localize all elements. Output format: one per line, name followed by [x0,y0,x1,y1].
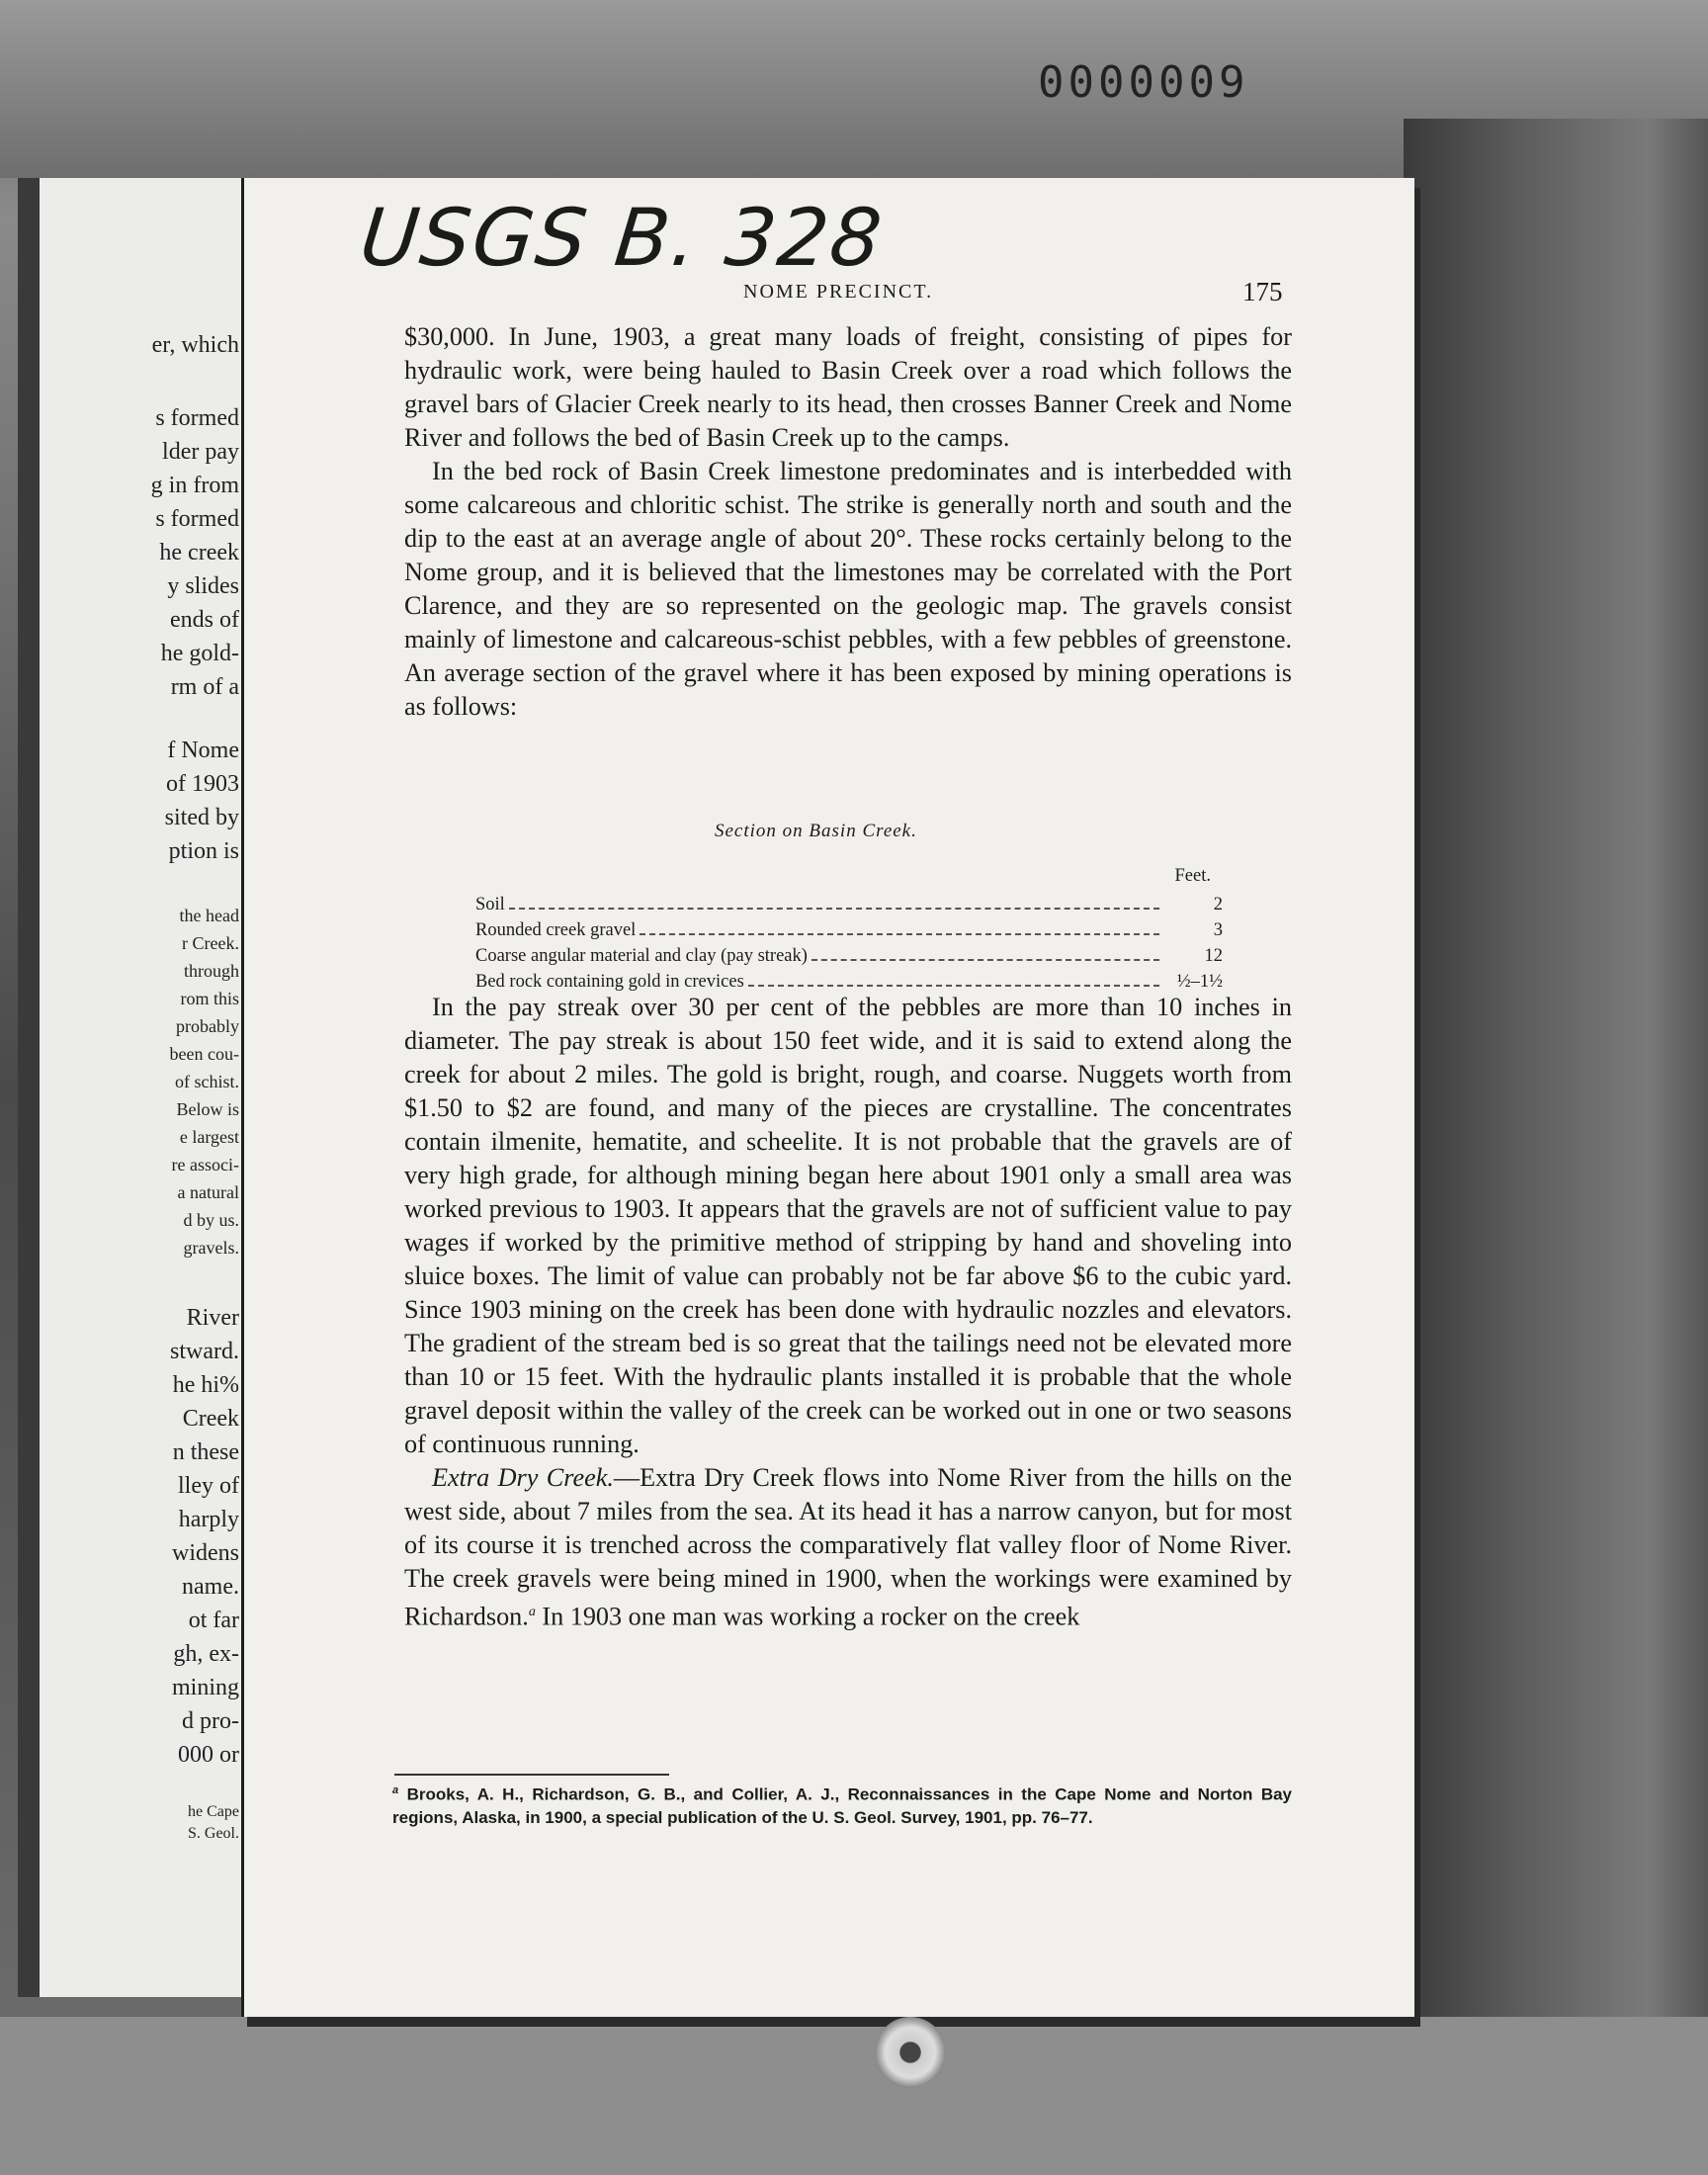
footnote-marker: a [392,1784,399,1796]
left-page-fragment: through [184,961,239,981]
paragraph-4-tail: In 1903 one man was working a rocker on the creek [535,1602,1080,1631]
left-page-fragment: he hi% [172,1372,239,1398]
frame-number: 0000009 [1038,57,1249,108]
left-page-fragment: er, which [151,332,239,358]
paragraph-3: In the pay streak over 30 per cent of the pebbles are more than 10 inches in diameter. The pay streak is about 150 feet wide, and it is said to extend along the creek for about 2 miles. The gold is bright, rough, and coarse. Nuggets worth from $1.50 to $2 are found, and many of the pieces are crystalline. The concentrates contain ilmenite, hematite, and scheelite. It is not probable that the gravels are of very high grade, for although mining began here about 1901 only a small area was worked previous to 1903. It appears that the gravels are not of sufficient value to pay wages if worked by the primitive method of stripping by hand and shoveling into sluice boxes. The limit of value can probably not be far above $6 to the cubic yard. Since 1903 mining on the creek has been done with hydraulic nozzles and elevators. The gradient of the stream bed is so great that the tailings need not be elevated more than 10 or 15 feet. With the hydraulic plants installed it is probable that the whole gravel deposit within the valley of the creek can be worked out in one or two seasons of continuous running. [404,993,1292,1458]
leader-dots [509,908,1159,910]
section-title: Section on Basin Creek. [715,821,917,841]
left-page-fragment: probably [176,1016,239,1036]
page-gutter-shadow [18,178,40,1997]
left-page-fragment: y slides [167,573,239,599]
paragraph-4 [404,1461,1292,1634]
left-page-fragment: name. [182,1574,239,1600]
section-row [475,890,1223,915]
left-page-fragment: n these [172,1439,239,1465]
section-row-label: Bed rock containing gold in crevices [475,972,744,992]
running-head: NOME PRECINCT. [743,281,934,303]
left-page-fragment: s formed [155,506,239,532]
section-unit-header: Feet. [1174,866,1211,886]
section-row-value: 2 [1213,895,1223,914]
leader-dots [811,959,1159,961]
footnote-text: Brooks, A. H., Richardson, G. B., and Collier, A. J., Reconnaissances in the Cape Nome and Norton Bay regions, Alaska, in 1900, a special publication of the U. S. Geol. Survey, 1901, pp. 76–77. [392,1784,1292,1827]
footnote [392,1780,1292,1829]
left-page-fragment: gravels. [183,1238,239,1258]
left-page-fragment: he gold- [160,641,239,666]
left-page-fragment: rom this [180,989,239,1008]
section-row-label: Rounded creek gravel [475,920,637,940]
left-page-fragment: ot far [188,1608,239,1633]
section-row [475,967,1223,993]
left-page-fragment: e largest [179,1127,239,1147]
left-page-fragment: he creek [159,540,239,566]
left-page-fragment: mining [171,1675,239,1700]
left-page-fragment: Below is [176,1099,239,1119]
section-row-value: 3 [1213,920,1223,940]
left-page-fragment: 000 or [178,1742,239,1768]
section-row-label: Soil [475,895,505,914]
microfilm-reel-mark [875,2017,946,2088]
left-page-fragment: lder pay [162,439,239,465]
left-page-fragment: s formed [155,405,239,431]
handwritten-note: USGS B. 328 [356,192,888,284]
section-table [475,866,1223,993]
paragraph-4-heading: Extra Dry Creek. [432,1463,614,1492]
left-page-fragment: f Nome [167,738,239,763]
section-row-value: ½–1½ [1176,972,1223,992]
left-page-fragment: Creek [182,1406,239,1432]
footnote-ref: a [528,1605,536,1619]
scan-background-bottom [0,2017,1708,2175]
paragraph-1: $30,000. In June, 1903, a great many loads of freight, consisting of pipes for hydraulic work, were being hauled to Basin Creek over a road which follows the gravel bars of Glacier Creek nearly to its head, then crosses Banner Creek and Nome River and follows the bed of Basin Creek up to the camps. [404,322,1292,452]
section-row [475,941,1223,967]
scan-background-right [1404,119,1708,2076]
left-page-fragment: harply [178,1507,239,1532]
left-page-fragment: sited by [164,805,239,830]
left-page-fragment: he Cape [188,1803,239,1820]
left-page-fragment: of 1903 [166,771,239,797]
paragraph-2: In the bed rock of Basin Creek limestone predominates and is interbedded with some calcareous and chloritic schist. The strike is generally north and south and the dip to the east at an average angle of about 20°. These rocks certainly belong to the Nome group, and it is believed that the limestones may be correlated with the Port Clarence, and they are so represented on the geologic map. The gravels consist mainly of limestone and calcareous-schist pebbles, with a few pebbles of greenstone. An average section of the gravel where it has been exposed by mining operations is as follows: [404,457,1292,721]
body-text-bottom [404,991,1292,1634]
left-page-fragment: g in from [150,473,239,498]
leader-dots [640,933,1159,935]
left-page-fragment: the head [179,906,239,925]
section-row [475,915,1223,941]
paragraph-4-text: —Extra Dry Creek flows into Nome River from the hills on the west side, about 7 miles from the sea. At its head it has a narrow canyon, but for most of its course it is trenched across the comparatively flat valley floor of Nome River. The creek gravels were being mined in 1900, when the workings were examined by Richardson. [404,1463,1293,1631]
left-page-fragment: ends of [170,607,239,633]
left-page-fragment: lley of [178,1473,239,1499]
left-page-fragment: re associ- [171,1155,239,1174]
left-page-fragment: River [186,1305,239,1331]
left-page-fragment: S. Geol. [188,1825,239,1842]
left-page-fragment: widens [172,1540,239,1566]
section-row-label: Coarse angular material and clay (pay streak) [475,946,808,966]
left-page-fragment: d by us. [183,1210,239,1230]
left-page-fragment: of schist. [175,1072,239,1091]
left-page-fragment: a natural [177,1182,239,1202]
left-page-fragment: d pro- [182,1708,239,1734]
body-text-top [404,320,1292,724]
left-page-fragment: gh, ex- [173,1641,239,1667]
section-row-value: 12 [1204,946,1223,966]
left-facing-page [18,178,250,1997]
footnote-rule [394,1774,669,1776]
left-page-fragment: r Creek. [182,933,239,953]
page-number: 175 [1242,277,1283,306]
leader-dots [748,985,1159,987]
main-page [241,178,1414,2017]
left-page-fragment: stward. [170,1339,239,1364]
left-page-fragment: rm of a [170,674,239,700]
left-page-fragment: been cou- [169,1044,239,1064]
left-page-fragment: ption is [168,838,239,864]
